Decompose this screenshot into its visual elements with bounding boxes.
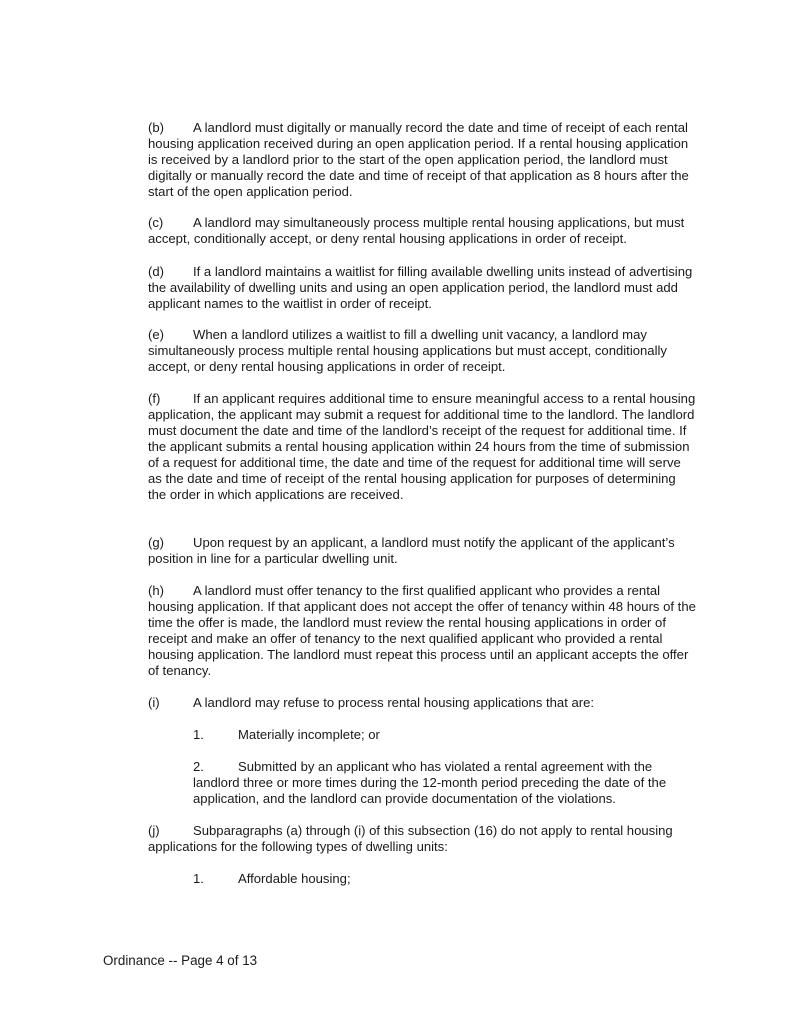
sub-item-i-1 [193,727,693,743]
paragraph-text: A landlord must offer tenancy to the first qualified applicant who provides a rental housing application. If that applicant does not accept the offer of tenancy within 48 hours of the time the offer is made, the landlord must review the rental housing applications in order of receipt and make an offer of tenancy to the next qualified applicant who provided a rental housing application. The landlord must repeat this process until an applicant accepts the offer of tenancy. [148,583,696,678]
paragraph-text: A landlord may refuse to process rental housing applications that are: [193,695,595,710]
paragraph-text: Subparagraphs (a) through (i) of this subsection (16) do not apply to rental housing applications for the following types of dwelling units: [148,823,673,854]
paragraph-label: (e) [148,327,165,342]
paragraph-text: A landlord may simultaneously process multiple rental housing applications, but must accept, conditionally accept, or deny rental housing applications in order of receipt. [148,215,685,246]
page-footer: Ordinance -- Page 4 of 13 [103,953,258,968]
paragraph-text: A landlord must digitally or manually record the date and time of receipt of each rental housing application received during an open application period. If a rental housing application is received by a landlord prior to the start of the open application period, the landlord must digitally or manually record the date and time of receipt of that application as 8 hours after the start of the open application period. [148,120,689,199]
paragraph-text: Upon request by an applicant, a landlord must notify the applicant of the applicant’s position in line for a particular dwelling unit. [148,535,675,566]
sub-item-text: Materially incomplete; or [238,727,380,742]
paragraph-h [148,583,696,679]
sub-item-text: Affordable housing; [238,871,351,886]
paragraph-i [148,695,696,711]
paragraph-text: When a landlord utilizes a waitlist to fill a dwelling unit vacancy, a landlord may simultaneously process multiple rental housing applications but must accept, conditionally accept, or deny rental housing applications in order of receipt. [148,327,667,374]
paragraph-g [148,535,696,567]
sub-item-text: Submitted by an applicant who has violated a rental agreement with the landlord three or more times during the 12-month period preceding the date of the application, and the landlord can provide documentation of the violations. [193,759,667,806]
paragraph-label: (h) [148,583,165,598]
paragraph-label: (f) [148,391,161,406]
sub-item-label: 1. [193,871,204,886]
paragraph-c [148,215,696,247]
paragraph-f [148,391,696,503]
paragraph-label: (d) [148,264,165,279]
paragraph-j [148,823,696,855]
paragraph-b [148,120,696,200]
paragraph-text: If a landlord maintains a waitlist for filling available dwelling units instead of advertising the availability of dwelling units and using an open application period, the landlord must add applicant names to the waitlist in order of receipt. [148,264,693,311]
paragraph-e [148,327,696,375]
sub-item-i-2 [193,759,693,807]
sub-item-label: 2. [193,759,204,774]
sub-item-j-1 [193,871,693,887]
sub-item-label: 1. [193,727,204,742]
paragraph-label: (i) [148,695,160,710]
paragraph-d [148,264,696,312]
paragraph-text: If an applicant requires additional time to ensure meaningful access to a rental housing application, the applicant may submit a request for additional time to the landlord. The landlord must document the date and time of the landlord’s receipt of the request for additional time. If the applicant submits a rental housing application within 24 hours from the time of submission of a request for additional time, the date and time of the request for additional time will serve as the date and time of receipt of the rental housing application for purposes of determining the order in which applications are received. [148,391,696,502]
paragraph-label: (g) [148,535,165,550]
paragraph-label: (b) [148,120,165,135]
paragraph-label: (j) [148,823,160,838]
paragraph-label: (c) [148,215,164,230]
